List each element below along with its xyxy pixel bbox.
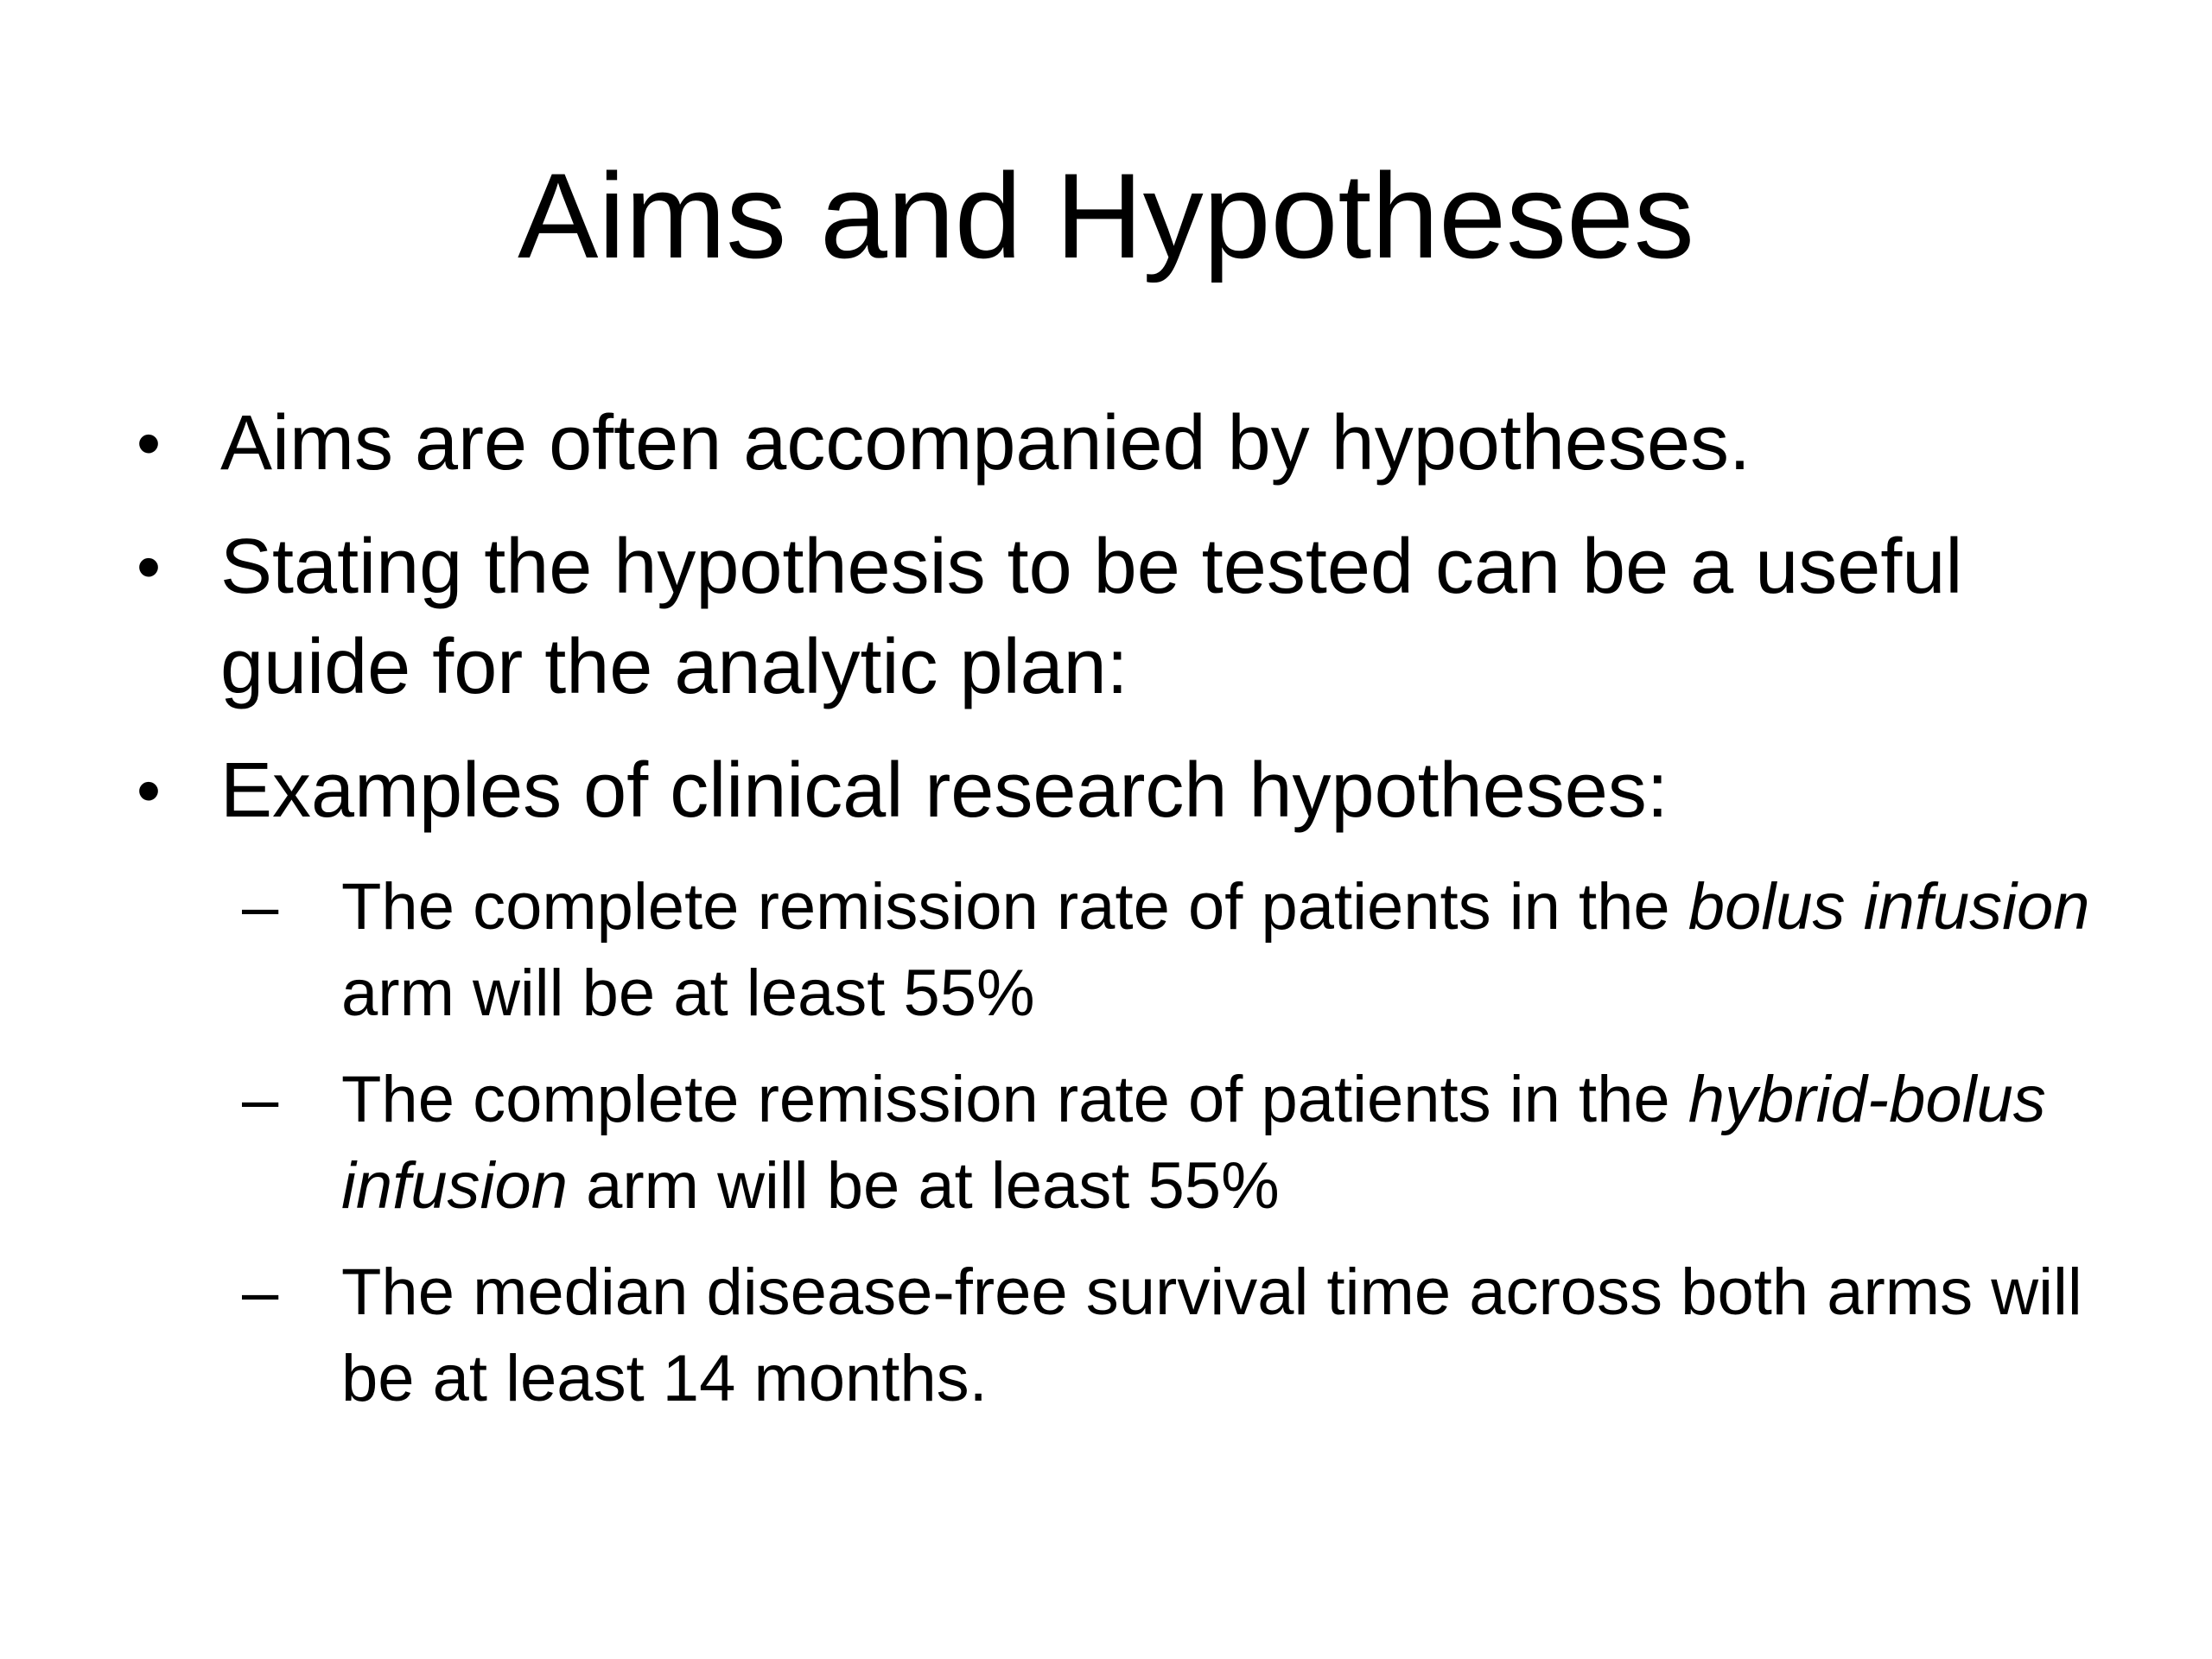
- bullet-dot-icon: •: [137, 752, 162, 829]
- sub-bullet-text: arm will be at least 55%: [341, 957, 1035, 1030]
- dash-icon: –: [242, 870, 279, 944]
- sub-bullet-item: [242, 864, 2117, 1037]
- bullet-dot-icon: •: [137, 404, 162, 481]
- sub-bullet-text: The complete remission rate of patients in the: [341, 1063, 1688, 1136]
- bullet-text: Examples of clinical research hypotheses:: [220, 747, 1669, 834]
- slide-content: [130, 393, 2117, 1442]
- sub-bullet-text: The complete remission rate of patients in the: [341, 870, 1688, 944]
- sub-bullet-text: The median disease-free survival time across both arms will be at least 14 months.: [341, 1255, 2082, 1415]
- bullet-item: [130, 517, 2117, 717]
- dash-icon: –: [242, 1063, 279, 1136]
- sub-bullet-text: arm will be at least 55%: [567, 1149, 1280, 1223]
- sub-bullet-item: [242, 1249, 2117, 1422]
- bullet-text: Aims are often accompanied by hypotheses.: [220, 400, 1751, 486]
- bullet-text: Stating the hypothesis to be tested can be a useful guide for the analytic plan:: [220, 524, 1963, 710]
- bullet-item: [130, 393, 2117, 493]
- bullet-item: [130, 741, 2117, 841]
- sub-bullet-italic-text: hybrid-bolus infusion: [341, 1063, 2046, 1223]
- dash-icon: –: [242, 1255, 279, 1329]
- bullet-dot-icon: •: [137, 528, 162, 605]
- sub-bullet-item: [242, 1057, 2117, 1230]
- sub-bullet-list: [130, 864, 2117, 1422]
- slide-title: Aims and Hypotheses: [518, 148, 1694, 283]
- sub-bullet-italic-text: bolus infusion: [1688, 870, 2090, 944]
